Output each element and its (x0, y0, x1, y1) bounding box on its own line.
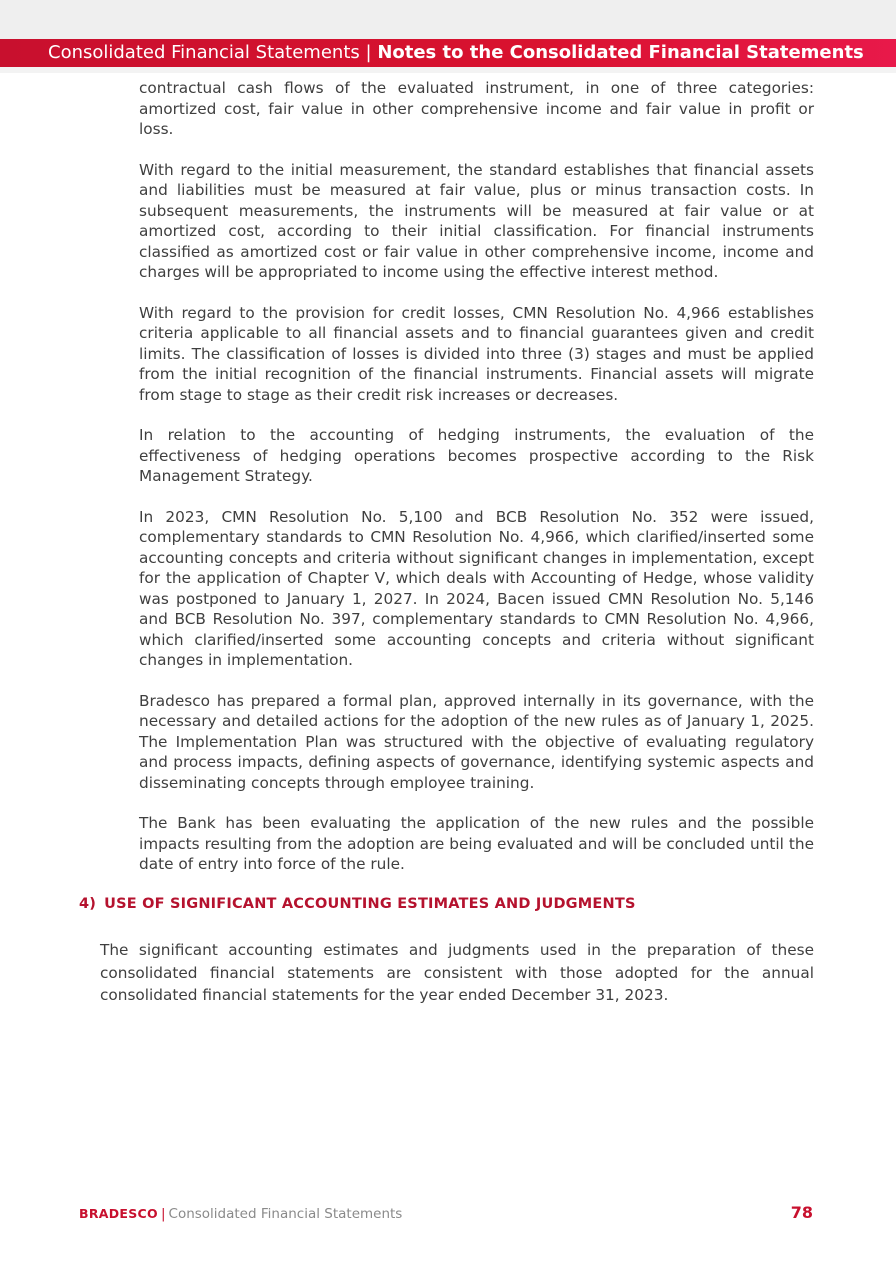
document-header (0, 39, 896, 67)
section-number: 4) (79, 896, 97, 912)
header-section: Consolidated Financial Statements (48, 42, 360, 63)
section-heading (79, 896, 814, 912)
paragraph-implementation-plan: Bradesco has prepared a formal plan, approved internally in its governance, with the necessary and detailed actions for the adoption of the new rules as of January 1, 2025. The Implementation Plan was structured with the objective of evaluating regulatory and process impacts, defining aspects of governance, identifying systemic aspects and disseminating concepts through employee training. (139, 691, 814, 792)
paragraph-credit-losses: With regard to the provision for credit losses, CMN Resolution No. 4,966 establishes criteria applicable to all financial assets and to financial guarantees given and credit limits. The classification of losses is divided into three (3) stages and must be applied from the initial recognition of the financial instruments. Financial assets will migrate from stage to stage as their credit risk increases or decreases. (139, 303, 814, 404)
paragraph-initial-measurement: With regard to the initial measurement, the standard establishes that financial assets and liabilities must be measured at fair value, plus or minus transaction costs. In subsequent measurements, the instruments will be measured at fair value or at amortized cost, according to their initial classification. For financial instruments classified as amortized cost or fair value in other comprehensive income, income and charges will be appropriated to income using the effective interest method. (139, 160, 814, 281)
footer (79, 1206, 402, 1222)
header-separator: | (365, 42, 372, 63)
page-number: 78 (790, 1203, 813, 1222)
paragraph-evaluation: The Bank has been evaluating the application of the new rules and the possible impacts resulting from the adoption are being evaluated and will be concluded until the date of entry into force of the rule. (139, 814, 814, 873)
footer-separator: | (160, 1206, 166, 1222)
footer-brand: BRADESCO (79, 1206, 158, 1221)
top-margin (0, 0, 896, 39)
header-subsection: Notes to the Consolidated Financial Statements (377, 42, 864, 63)
section-body: The significant accounting estimates and judgments used in the preparation of these consolidated financial statements are consistent with those adopted for the annual consolidated financial statements for the year ended December 31, 2023. (100, 941, 814, 1004)
footer-label: Consolidated Financial Statements (168, 1206, 403, 1222)
paragraph-resolutions: In 2023, CMN Resolution No. 5,100 and BCB Resolution No. 352 were issued, complementary standards to CMN Resolution No. 4,966, which clarified/inserted some accounting concepts and criteria without significant changes in implementation, except for the application of Chapter V, which deals with Accounting of Hedge, whose validity was postponed to January 1, 2027. In 2024, Bacen issued CMN Resolution No. 5,146 and BCB Resolution No. 397, complementary standards to CMN Resolution No. 4,966, which clarified/inserted some accounting concepts and criteria without significant changes in implementation. (139, 507, 814, 669)
header-title (48, 39, 864, 67)
paragraph-hedging: In relation to the accounting of hedging instruments, the evaluation of the effectiveness of hedging operations becomes prospective according to the Risk Management Strategy. (139, 426, 814, 485)
header-divider (0, 67, 896, 73)
paragraph-classification: contractual cash flows of the evaluated instrument, in one of three categories: amortized cost, fair value in other comprehensive income and fair value in profit or loss. (139, 79, 814, 138)
body-text (139, 78, 814, 895)
section-title: USE OF SIGNIFICANT ACCOUNTING ESTIMATES AND JUDGMENTS (104, 896, 636, 912)
